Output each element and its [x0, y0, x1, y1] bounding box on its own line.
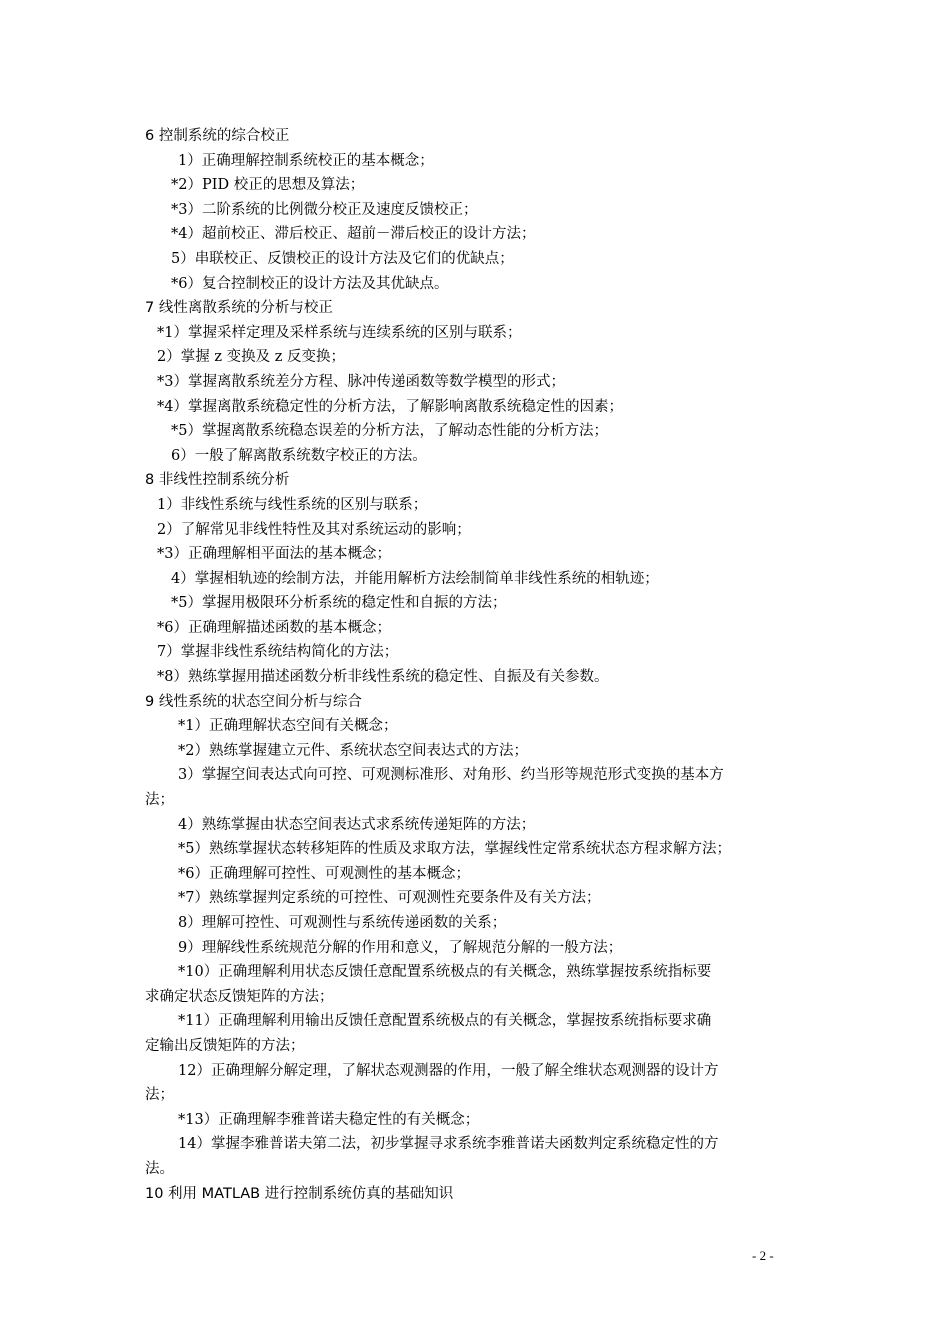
list-item: 法。	[145, 1160, 174, 1177]
list-item: 1）正确理解控制系统校正的基本概念；	[178, 152, 434, 169]
list-item: *4）超前校正、滞后校正、超前－滞后校正的设计方法；	[171, 226, 536, 243]
list-item: 2）掌握 z 变换及 z 反变换；	[157, 349, 345, 366]
list-item: 1）非线性系统与线性系统的区别与联系；	[157, 496, 428, 513]
list-item: 14）掌握李雅普诺夫第二法，初步掌握寻求系统李雅普诺夫函数判定系统稳定性的方	[178, 1136, 719, 1153]
page-number: - 2 -	[752, 1248, 774, 1263]
list-item: *2）PID 校正的思想及算法；	[171, 177, 365, 194]
list-item: 7）掌握非线性系统结构简化的方法；	[157, 644, 399, 661]
list-item: *3）掌握离散系统差分方程、脉冲传递函数等数学模型的形式；	[157, 373, 565, 390]
list-item: *3）二阶系统的比例微分校正及速度反馈校正；	[171, 201, 478, 218]
list-item: 8）理解可控性、可观测性与系统传递函数的关系；	[178, 915, 507, 931]
list-item: *6）复合控制校正的设计方法及其优缺点。	[171, 275, 449, 292]
list-item: 法；	[145, 792, 174, 809]
list-item: *11）正确理解利用输出反馈任意配置系统极点的有关概念，掌握按系统指标要求确	[178, 1013, 712, 1030]
list-item: 6）一般了解离散系统数字校正的方法。	[171, 447, 427, 464]
list-item: *5）掌握离散系统稳态误差的分析方法，了解动态性能的分析方法；	[171, 423, 608, 440]
list-item: *4）掌握离散系统稳定性的分析方法，了解影响离散系统稳定性的因素；	[157, 398, 623, 415]
list-item: *13）正确理解李雅普诺夫稳定性的有关概念；	[178, 1111, 480, 1128]
list-item: 4）熟练掌握由状态空间表达式求系统传递矩阵的方法；	[178, 816, 536, 833]
list-item: 求确定状态反馈矩阵的方法；	[145, 988, 334, 1005]
list-item: 定输出反馈矩阵的方法；	[145, 1037, 305, 1054]
list-item: 12）正确理解分解定理，了解状态观测器的作用，一般了解全维状态观测器的设计方	[178, 1062, 719, 1079]
section-heading: 7 线性离散系统的分析与校正	[145, 300, 333, 317]
section-heading: 6 控制系统的综合校正	[145, 128, 290, 144]
section-heading: 10 利用 MATLAB 进行控制系统仿真的基础知识	[145, 1185, 454, 1202]
list-item: *6）正确理解描述函数的基本概念；	[157, 619, 391, 636]
list-item: 9）理解线性系统规范分解的作用和意义，了解规范分解的一般方法；	[178, 939, 623, 956]
list-item: 4）掌握相轨迹的绘制方法，并能用解析方法绘制简单非线性系统的相轨迹；	[171, 570, 659, 587]
list-item: *3）正确理解相平面法的基本概念；	[157, 546, 391, 563]
list-item: *1）掌握采样定理及采样系统与连续系统的区别与联系；	[157, 324, 522, 341]
list-item: *10）正确理解利用状态反馈任意配置系统极点的有关概念，熟练掌握按系统指标要	[178, 964, 712, 981]
list-item: *5）掌握用极限环分析系统的稳定性和自振的方法；	[171, 595, 507, 612]
list-item: *6）正确理解可控性、可观测性的基本概念；	[178, 865, 470, 882]
list-item: 5）串联校正、反馈校正的设计方法及它们的优缺点；	[171, 250, 514, 267]
section-heading: 9 线性系统的状态空间分析与综合	[145, 693, 362, 710]
list-item: *7）熟练掌握判定系统的可控性、可观测性充要条件及有关方法；	[178, 890, 601, 907]
document-body	[145, 124, 820, 1206]
list-item: *1）正确理解状态空间有关概念；	[178, 718, 398, 735]
section-heading: 8 非线性控制系统分析	[145, 472, 290, 489]
list-item: 法；	[145, 1087, 174, 1104]
list-item: 2）了解常见非线性特性及其对系统运动的影响；	[157, 521, 471, 538]
list-item: *8）熟练掌握用描述函数分析非线性系统的稳定性、自振及有关参数。	[157, 669, 609, 686]
list-item: *5）熟练掌握状态转移矩阵的性质及求取方法，掌握线性定常系统状态方程求解方法；	[178, 841, 731, 858]
list-item: 3）掌握空间表达式向可控、可观测标准形、对角形、约当形等规范形式变换的基本方	[178, 767, 724, 784]
list-item: *2）熟练掌握建立元件、系统状态空间表达式的方法；	[178, 742, 528, 759]
